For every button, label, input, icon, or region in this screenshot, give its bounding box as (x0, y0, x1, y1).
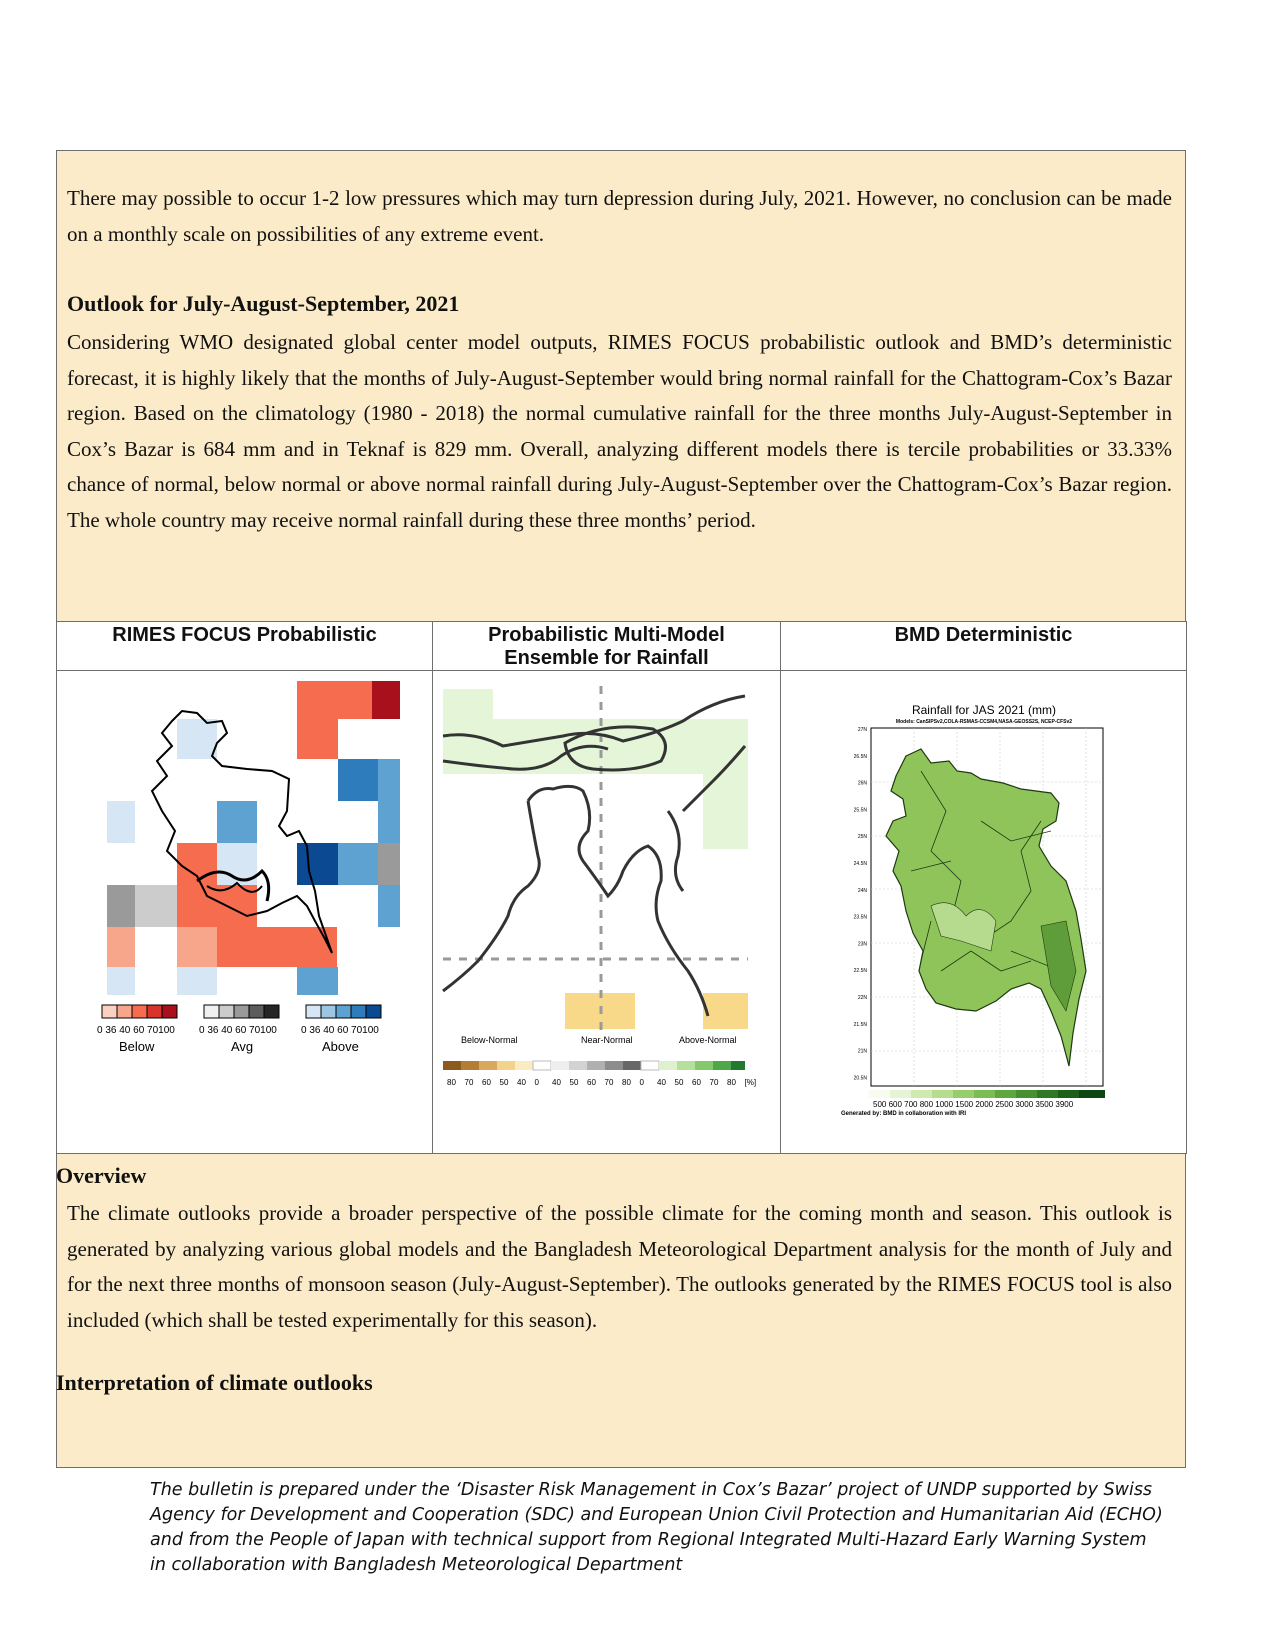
pmme-colorbar-tick: 70 (464, 1078, 474, 1087)
bmd-latitude-tick: 20.5N (853, 1075, 867, 1082)
footer-line: and from the People of Japan with technical support from Regional Integrated Multi-Hazard Early Warning System (150, 1530, 1147, 1550)
rimes-probability-map (57, 671, 433, 1149)
overview-paragraph: The climate outlooks provide a broader perspective of the possible climate for the coming month and season. This outlook is generated by analyzing various global models and the Bangladesh Meteorological Department analysis for the month of July and for the next three months of monsoon season (July-August-September). The outlooks generated by the RIMES FOCUS tool is also included (which shall be tested experimentally for this season). (67, 1201, 1172, 1332)
bmd-latitude-tick: 22.5N (853, 968, 867, 975)
rimes-legend-avg-label: Avg (231, 1039, 254, 1054)
rimes-legend-above-label: Above (322, 1039, 359, 1054)
pmme-map-cell (433, 671, 781, 1154)
pmme-column-title: Probabilistic Multi-Model Ensemble for Rainfall (433, 622, 781, 671)
pmme-colorbar-tick: 80 (447, 1078, 456, 1087)
pmme-label-near: Near-Normal (581, 1035, 633, 1045)
bmd-credit: Generated by: BMD in collaboration with IRI (841, 1111, 967, 1117)
overview-heading: Overview (56, 1163, 147, 1188)
pmme-colorbar-tick: 40 (552, 1078, 561, 1087)
bmd-latitude-tick: 23N (857, 941, 867, 948)
bmd-colorbar (869, 1090, 1105, 1098)
pmme-colorbar-tick: 0 (534, 1078, 539, 1087)
pmme-colorbar-tick: 40 (517, 1078, 526, 1087)
pmme-colorbar-tick: 80 (622, 1078, 631, 1087)
bmd-latitude-tick: 26N (857, 780, 867, 787)
footer-line: in collaboration with Bangladesh Meteorological Department (150, 1555, 683, 1575)
bmd-latitude-tick: 25.5N (853, 807, 867, 814)
pmme-colorbar-tick: 40 (657, 1078, 666, 1087)
bmd-latitude-tick: 24N (857, 887, 867, 894)
bmd-latitude-tick: 24.5N (853, 861, 867, 867)
rimes-column-title: RIMES FOCUS Probabilistic (57, 622, 433, 671)
pmme-label-above: Above-Normal (679, 1035, 737, 1045)
rimes-map-cell (57, 671, 433, 1154)
footer-line: The bulletin is prepared under the ‘Disaster Risk Management in Cox’s Bazar’ project of UNDP supported by Swiss (150, 1480, 1153, 1500)
bmd-latitude-tick: 23.5N (853, 914, 867, 921)
bulletin-footer (150, 1478, 1163, 1578)
bmd-latitude-tick: 21N (857, 1048, 867, 1055)
bmd-map-cell (781, 671, 1187, 1154)
pmme-probability-map (433, 671, 781, 1149)
bmd-map-title: Rainfall for JAS 2021 (mm) (911, 703, 1057, 717)
pmme-colorbar-tick: 80 (727, 1078, 736, 1087)
outlook-heading: Outlook for July-August-September, 2021 (67, 291, 460, 316)
bmd-colorbar-ticks: 500 600 700 800 1000 1500 2000 2500 3000 3500 3900 (873, 1100, 1074, 1109)
rimes-legend-ticks-above: 0 36 40 60 70100 (301, 1025, 379, 1036)
outlook-figures-table (56, 621, 1187, 1154)
bmd-latitude-tick: 26.5N (853, 753, 867, 760)
pmme-label-below: Below-Normal (461, 1035, 518, 1045)
bmd-rainfall-map (781, 671, 1187, 1149)
bmd-latitude-tick: 22N (857, 995, 867, 1001)
pmme-colorbar-tick: 0 (639, 1078, 644, 1087)
footer-line: Agency for Development and Cooperation (SDC) and European Union Civil Protection and Humanitarian Aid (ECHO) (150, 1505, 1163, 1525)
pmme-colorbar-tick: 70 (709, 1078, 719, 1087)
bmd-latitude-tick: 27N (857, 727, 867, 733)
bmd-column-title: BMD Deterministic (781, 622, 1187, 671)
pmme-colorbar-tick: 50 (569, 1078, 579, 1087)
outlook-paragraph: Considering WMO designated global center model outputs, RIMES FOCUS probabilistic outlook and BMD’s deterministic forecast, it is highly likely that the months of July-August-September would bring normal rainfall for the Chattogram-Cox’s Bazar region. Based on the climatology (1980 - 2018) the normal cumulative rainfall for the three months July-August-September in Cox’s Bazar is 684 mm and in Teknaf is 829 mm. Overall, analyzing different models there is tercile probabilities or 33.33% chance of normal, below normal or above normal rainfall during July-August-September over the Chattogram-Cox’s Bazar region. The whole country may receive normal rainfall during these three months’ period. (67, 330, 1172, 532)
interpretation-heading: Interpretation of climate outlooks (56, 1370, 373, 1395)
intro-paragraph: There may possible to occur 1-2 low pressures which may turn depression during July, 2021. However, no conclusion can be made on a monthly scale on possibilities of any extreme event. (67, 186, 1172, 246)
pmme-colorbar-tick: 60 (587, 1078, 596, 1087)
pmme-colorbar-tick: 50 (674, 1078, 684, 1087)
bmd-latitude-tick: 25N (857, 834, 867, 841)
pmme-colorbar-tick: 70 (604, 1078, 614, 1087)
pmme-colorbar-tick: 50 (499, 1078, 509, 1087)
rimes-legend-ticks-below: 0 36 40 60 70100 (97, 1025, 175, 1036)
bmd-latitude-ticks (854, 727, 868, 1081)
pmme-colorbar-tick: 60 (482, 1078, 491, 1087)
bmd-map-subtitle: Models: CanSIPSv2,COLA-RSMAS-CCSM4,NASA-GEOSS2S, NCEP-CFSv2 (895, 719, 1073, 725)
rimes-legend-ticks-avg: 0 36 40 60 70100 (199, 1025, 277, 1036)
pmme-colorbar-tick: [%] (744, 1078, 757, 1087)
pmme-colorbar-tick: 60 (692, 1078, 701, 1087)
pmme-colorbar-ticks (447, 1078, 756, 1087)
rimes-legend-below-label: Below (119, 1039, 155, 1054)
bmd-latitude-tick: 21.5N (853, 1021, 867, 1028)
